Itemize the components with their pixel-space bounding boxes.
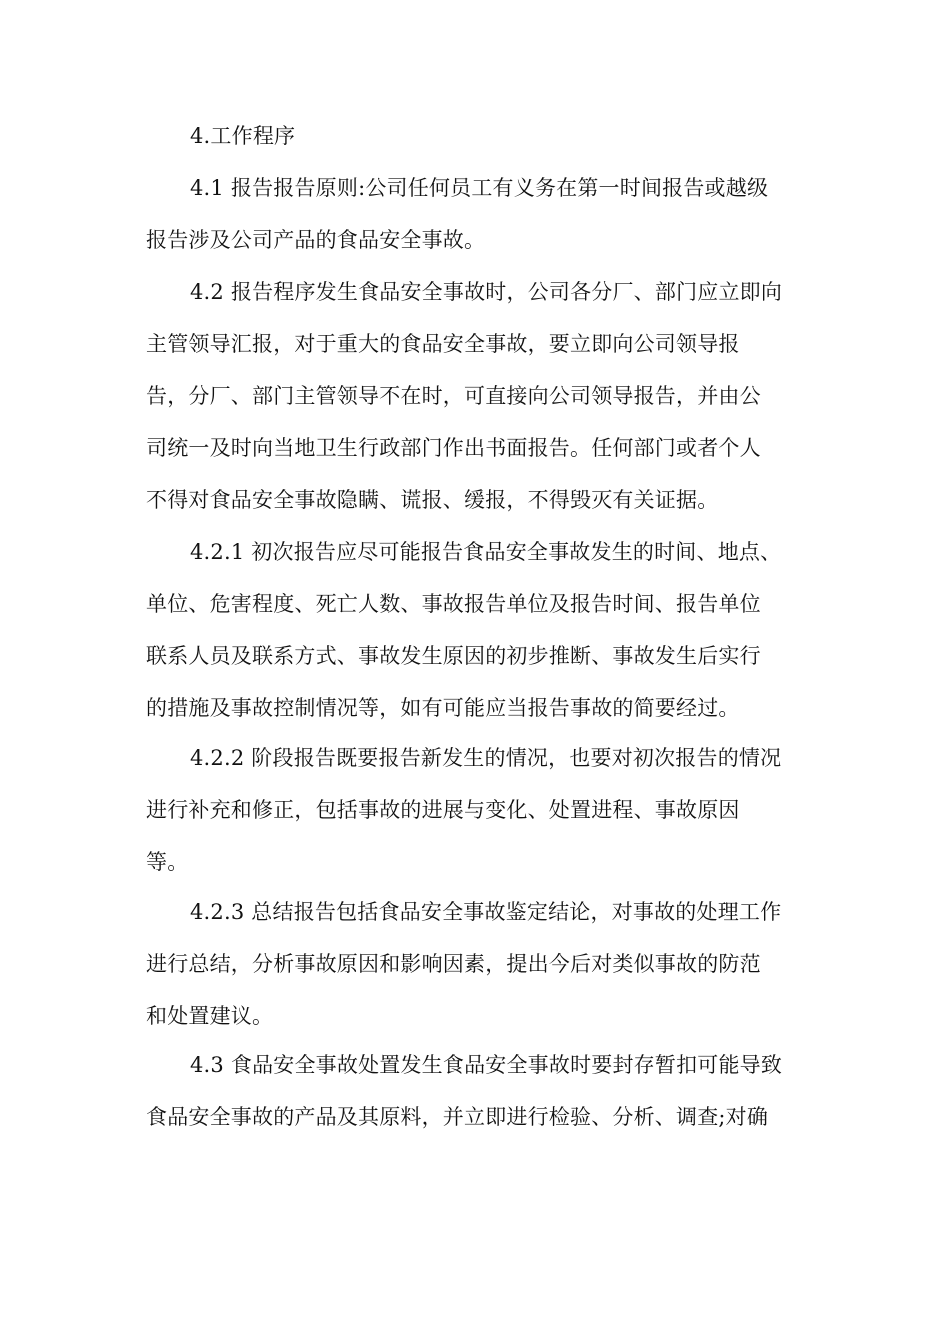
paragraph-4-2-1-line-3: 联系人员及联系方式、事故发生原因的初步推断、事故发生后实行: [146, 644, 761, 668]
paragraph-4-2-line-4: 司统一及时向当地卫生行政部门作出书面报告。任何部门或者个人: [146, 436, 761, 460]
paragraph-4-2-1-line-1: 4.2.1 初次报告应尽可能报告食品安全事故发生的时间、地点、: [190, 540, 782, 564]
paragraph-4-3-line-1: 4.3 食品安全事故处置发生食品安全事故时要封存暂扣可能导致: [190, 1053, 783, 1077]
paragraph-4-2-2-line-1: 4.2.2 阶段报告既要报告新发生的情况，也要对初次报告的情况: [190, 746, 782, 770]
paragraph-4-1-line-1: 4.1 报告报告原则:公司任何员工有义务在第一时间报告或越级: [190, 176, 769, 200]
paragraph-4-2-line-3: 告，分厂、部门主管领导不在时，可直接向公司领导报告，并由公: [146, 384, 761, 408]
paragraph-4-2-2-line-3: 等。: [146, 850, 189, 874]
paragraph-4-2-line-5: 不得对食品安全事故隐瞒、谎报、缓报，不得毁灭有关证据。: [146, 488, 719, 512]
paragraph-4-2-1-line-2: 单位、危害程度、死亡人数、事故报告单位及报告时间、报告单位: [146, 592, 761, 616]
paragraph-4-2-3-line-1: 4.2.3 总结报告包括食品安全事故鉴定结论，对事故的处理工作: [190, 900, 782, 924]
paragraph-4-1-line-2: 报告涉及公司产品的食品安全事故。: [146, 228, 486, 252]
paragraph-4-2-3-line-2: 进行总结，分析事故原因和影响因素，提出今后对类似事故的防范: [146, 952, 761, 976]
paragraph-4-2-line-2: 主管领导汇报，对于重大的食品安全事故，要立即向公司领导报: [146, 332, 740, 356]
paragraph-4-3-line-2: 食品安全事故的产品及其原料，并立即进行检验、分析、调查;对确: [146, 1105, 769, 1129]
section-heading: 4.工作程序: [190, 124, 296, 148]
paragraph-4-2-1-line-4: 的措施及事故控制情况等，如有可能应当报告事故的简要经过。: [146, 696, 740, 720]
paragraph-4-2-3-line-3: 和处置建议。: [146, 1004, 274, 1028]
paragraph-4-2-line-1: 4.2 报告程序发生食品安全事故时，公司各分厂、部门应立即向: [190, 280, 783, 304]
paragraph-4-2-2-line-2: 进行补充和修正，包括事故的进展与变化、处置进程、事故原因: [146, 798, 740, 822]
